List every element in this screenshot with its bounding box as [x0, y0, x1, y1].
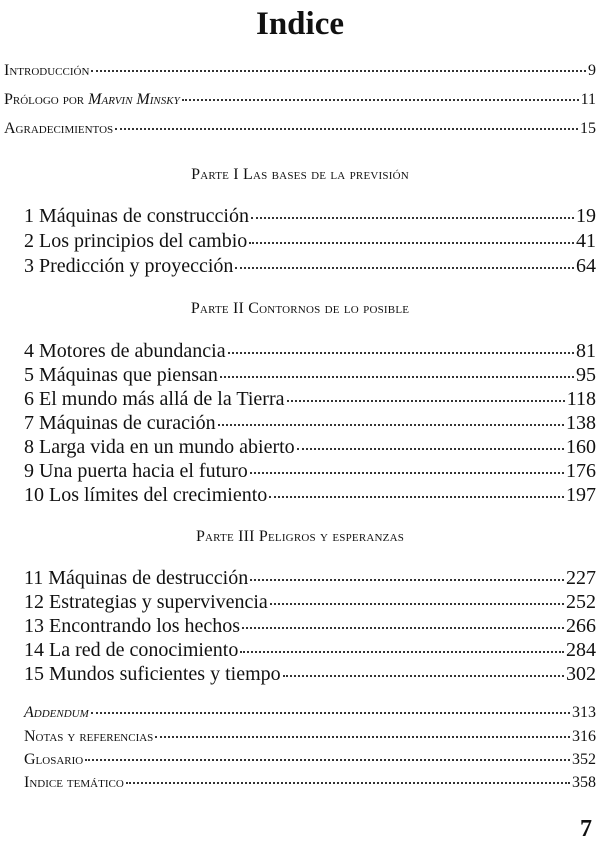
page-ref: 284 — [566, 639, 596, 661]
toc-chapter-item[interactable] — [24, 567, 596, 590]
page-ref: 266 — [566, 615, 596, 637]
page-ref: 95 — [576, 364, 596, 386]
toc-chapter-item[interactable] — [24, 364, 596, 387]
chapter-title: 15 Mundos suficientes y tiempo — [24, 663, 281, 685]
toc-chapter-item[interactable] — [24, 591, 596, 614]
dot-leader — [155, 736, 570, 738]
chapter-title: 7 Máquinas de curación — [24, 412, 216, 434]
toc-chapter-item[interactable] — [24, 205, 596, 228]
chapter-title: 11 Máquinas de destrucción — [24, 567, 249, 589]
toc-chapter-item[interactable] — [24, 460, 596, 483]
page-ref: 9 — [588, 62, 596, 79]
entry-title-part: Glosario — [24, 751, 84, 768]
entry-title — [24, 591, 268, 614]
dot-leader — [287, 400, 565, 402]
chapter-title: 5 Máquinas que piensan — [24, 364, 218, 386]
entry-title — [24, 205, 249, 228]
dot-leader — [250, 579, 564, 581]
chapter-title: 3 Predicción y proyección — [24, 255, 234, 277]
entry-title — [24, 388, 285, 411]
dot-leader — [242, 627, 564, 629]
toc-front-item[interactable] — [4, 62, 596, 80]
entry-title — [24, 567, 248, 590]
entry-title — [24, 615, 240, 638]
page-ref: 313 — [572, 704, 596, 721]
entry-title — [4, 62, 89, 80]
entry-title — [24, 364, 218, 387]
chapter-title: 13 Encontrando los hechos — [24, 615, 241, 637]
toc-chapter-item[interactable] — [24, 663, 596, 686]
page-title: Indice — [255, 6, 344, 42]
entry-title-part: Agradecimientos — [4, 120, 114, 137]
page-ref: 302 — [566, 663, 596, 685]
entry-title — [24, 663, 281, 686]
entry-title — [24, 412, 216, 435]
dot-leader — [240, 651, 564, 653]
page-number: 7 — [580, 816, 592, 842]
page-ref: 316 — [572, 728, 596, 745]
chapter-title: 12 Estrategias y supervivencia — [24, 591, 268, 613]
entry-title — [24, 704, 89, 722]
entry-title — [24, 460, 248, 483]
dot-leader — [269, 496, 564, 498]
dot-leader — [251, 217, 574, 219]
toc-chapter-item[interactable] — [24, 230, 596, 253]
dot-leader — [249, 242, 574, 244]
page-ref: 138 — [566, 412, 596, 434]
chapter-title: 10 Los límites del crecimiento — [24, 484, 268, 506]
chapter-title: 2 Los principios del cambio — [24, 230, 248, 252]
entry-title-part: Indice temático — [24, 774, 124, 791]
entry-title-part: Marvin Minsky — [88, 91, 180, 108]
page-ref: 19 — [576, 205, 596, 227]
page-ref: 81 — [576, 340, 596, 362]
page-ref: 227 — [566, 567, 596, 589]
dot-leader — [250, 472, 564, 474]
dot-leader — [228, 352, 574, 354]
chapter-title: 4 Motores de abundancia — [24, 340, 226, 362]
toc-back-item[interactable] — [24, 774, 596, 792]
dot-leader — [270, 603, 564, 605]
dot-leader — [182, 99, 579, 101]
chapter-title: 9 Una puerta hacia el futuro — [24, 460, 248, 482]
page-ref: 64 — [576, 255, 596, 277]
toc-chapter-item[interactable] — [24, 255, 596, 278]
page-ref: 197 — [566, 484, 596, 506]
dot-leader — [297, 448, 564, 450]
chapter-title: 6 El mundo más allá de la Tierra — [24, 388, 285, 410]
page-ref: 252 — [566, 591, 596, 613]
dot-leader — [85, 759, 570, 761]
dot-leader — [91, 712, 570, 714]
toc-chapter-item[interactable] — [24, 484, 596, 507]
entry-title — [4, 120, 113, 138]
entry-title — [24, 751, 83, 769]
entry-title-part: Introducción — [4, 62, 90, 79]
page-ref: 118 — [566, 388, 596, 410]
dot-leader — [218, 424, 564, 426]
toc-front-item[interactable] — [4, 91, 596, 109]
entry-title — [24, 255, 233, 278]
entry-title — [24, 484, 267, 507]
dot-leader — [91, 70, 586, 72]
dot-leader — [235, 267, 574, 269]
page-ref: 176 — [566, 460, 596, 482]
chapter-title: 1 Máquinas de construcción — [24, 205, 249, 227]
page-ref: 358 — [572, 774, 596, 791]
part-heading: Parte II Contornos de lo posible — [190, 300, 410, 317]
toc-chapter-item[interactable] — [24, 412, 596, 435]
toc-back-item[interactable] — [24, 728, 596, 746]
entry-title — [24, 774, 124, 792]
entry-title — [4, 91, 180, 109]
part-heading: Parte III Peligros y esperanzas — [195, 528, 405, 545]
page-ref: 352 — [572, 751, 596, 768]
entry-title-part: Prólogo por — [4, 91, 89, 108]
toc-chapter-item[interactable] — [24, 388, 596, 411]
entry-title — [24, 436, 295, 459]
entry-title — [24, 639, 238, 662]
dot-leader — [283, 675, 564, 677]
toc-chapter-item[interactable] — [24, 340, 596, 363]
entry-title-part: Addendum — [24, 704, 89, 721]
toc-back-item[interactable] — [24, 704, 596, 722]
toc-back-item[interactable] — [24, 751, 596, 769]
toc-chapter-item[interactable] — [24, 436, 596, 459]
page-ref: 160 — [566, 436, 596, 458]
chapter-title: 14 La red de conocimiento — [24, 639, 239, 661]
page-ref: 11 — [580, 91, 596, 108]
toc-chapter-item[interactable] — [24, 615, 596, 638]
entry-title-part: Notas y referencias — [24, 728, 154, 745]
entry-title — [24, 728, 153, 746]
part-heading: Parte I Las bases de la previsión — [191, 166, 409, 183]
dot-leader — [126, 782, 570, 784]
toc-chapter-item[interactable] — [24, 639, 596, 662]
chapter-title: 8 Larga vida en un mundo abierto — [24, 436, 295, 458]
page-ref: 15 — [580, 120, 596, 137]
dot-leader — [115, 128, 578, 130]
entry-title — [24, 230, 247, 253]
toc-front-item[interactable] — [4, 120, 596, 138]
dot-leader — [220, 376, 574, 378]
entry-title — [24, 340, 226, 363]
page-ref: 41 — [576, 230, 596, 252]
